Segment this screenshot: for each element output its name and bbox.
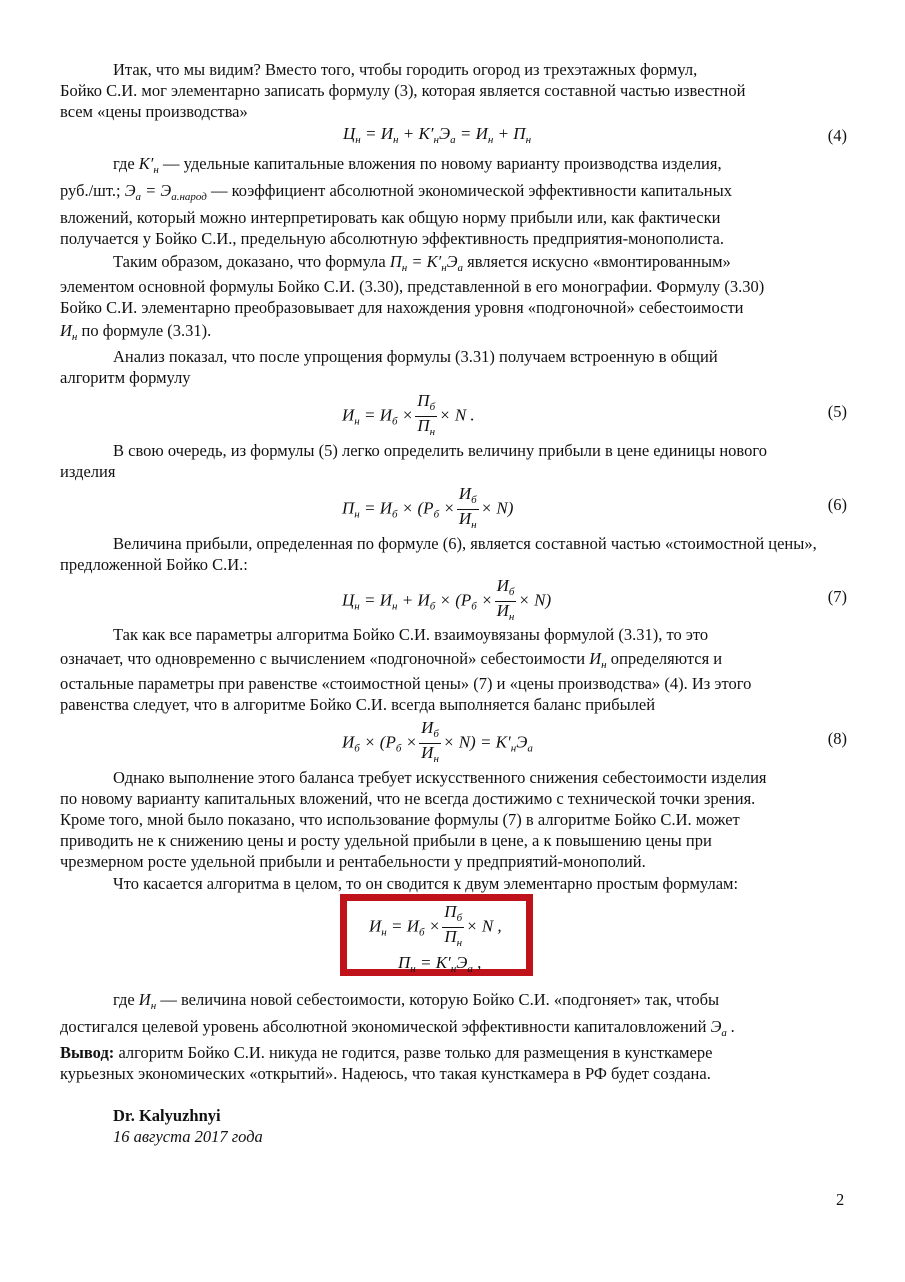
inline-formula: $Э_а = Э_{а.народ}$ — [124, 181, 207, 203]
conclusion-label: Вывод: — [60, 1043, 115, 1062]
text-line: всем «цены производства» — [60, 102, 248, 121]
formula-5: $И_н = И_б$ × $\frac{П_б}{П_н}$ × N . — [342, 391, 475, 438]
boxed-formula-2: $П_н = K'_нЭ_а$ , — [398, 953, 482, 975]
text-line: равенства следует, что в алгоритме Бойко С.И. всегда выполняется баланс прибылей — [60, 695, 656, 714]
text-fragment: где — [113, 990, 135, 1009]
text-fragment: — коэффициент абсолютной экономической эффективности капитальных — [210, 181, 732, 200]
text-line — [60, 1017, 735, 1043]
text-line: приводить не к снижению цены и росту удельной прибыли в цене, а к повышению цены при — [60, 831, 712, 850]
text-line — [60, 649, 722, 675]
text-fragment: где — [113, 154, 135, 173]
text-line: по новому варианту капитальных вложений, что не всегда достижимо с технической точки зрения. — [60, 789, 756, 808]
text-fragment: руб./шт.; — [60, 181, 121, 200]
text-line — [113, 252, 731, 278]
inline-formula: $Э_а$ . — [710, 1017, 736, 1039]
text-fragment: — удельные капитальные вложения по новому варианту производства изделия, — [163, 154, 722, 173]
formula-6: $П_н = И_б \times (P_б$ × $\frac{И_б}{И_н}$ × N) — [342, 484, 514, 531]
formula-7: $Ц_н = И_н + И_б \times (P_б$ × $\frac{И_б}{И_н}$ × N) — [342, 576, 552, 623]
text-fragment: достигался целевой уровень абсолютной экономической эффективности капиталовложений — [60, 1017, 707, 1036]
equation-number: (6) — [827, 495, 847, 514]
text-fragment: является искусно «вмонтированным» — [467, 252, 731, 271]
signature-date: 16 августа 2017 года — [113, 1127, 263, 1146]
text-line — [60, 321, 211, 347]
inline-formula: $И_н$ — [60, 321, 78, 343]
text-line — [113, 154, 722, 180]
text-line: Анализ показал, что после упрощения формулы (3.31) получаем встроенную в общий — [113, 347, 718, 366]
text-line: курьезных экономических «открытий». Надеюсь, что такая кунсткамера в РФ будет создана. — [60, 1064, 711, 1083]
text-line: предложенной Бойко С.И.: — [60, 555, 248, 574]
text-line: Итак, что мы видим? Вместо того, чтобы городить огород из трехэтажных формул, — [113, 60, 698, 79]
text-line: Однако выполнение этого баланса требует искусственного снижения себестоимости изделия — [113, 768, 767, 787]
text-line: Кроме того, мной было показано, что использование формулы (7) в алгоритме Бойко С.И. может — [60, 810, 740, 829]
text-fragment: по формуле (3.31). — [81, 321, 212, 340]
text-line: чрезмерном росте удельной прибыли и рентабельности у предприятий-монополий. — [60, 852, 646, 871]
text-line: получается у Бойко С.И., предельную абсолютную эффективность предприятия-монополиста. — [60, 229, 724, 248]
formula-8: $И_б \times (P_б$ × $\frac{И_б}{И_н}$ × $N) = K'_нЭ_а$ — [342, 718, 533, 765]
text-line: Бойко С.И. мог элементарно записать формулу (3), которая является составной частью известной — [60, 81, 746, 100]
text-fragment: определяются и — [610, 649, 723, 668]
inline-formula: $K'_н$ — [138, 154, 159, 176]
equation-number: (4) — [827, 126, 847, 145]
text-fragment: — величина новой себестоимости, которую Бойко С.И. «подгоняет» так, чтобы — [160, 990, 720, 1009]
text-line: алгоритм формулу — [60, 368, 191, 387]
text-line: Так как все параметры алгоритма Бойко С.И. взаимоувязаны формулой (3.31), то это — [113, 625, 709, 644]
equation-number: (5) — [827, 402, 847, 421]
text-line: вложений, который можно интерпретировать как общую норму прибыли или, как фактически — [60, 208, 721, 227]
text-line: Бойко С.И. элементарно преобразовывает для нахождения уровня «подгоночной» себестоимости — [60, 298, 744, 317]
inline-formula: $И_н$ — [138, 990, 157, 1012]
equation-number: (7) — [827, 587, 847, 606]
text-line: изделия — [60, 462, 116, 481]
text-line: остальные параметры при равенстве «стоимостной цены» (7) и «цены производства» (4). Из этого — [60, 674, 752, 693]
inline-formula: $И_н$ — [589, 649, 607, 671]
equation-number: (8) — [827, 729, 847, 748]
text-line: В свою очередь, из формулы (5) легко определить величину прибыли в цене единицы нового — [113, 441, 767, 460]
text-line — [60, 181, 732, 207]
text-fragment: означает, что одновременно с вычислением «подгоночной» себестоимости — [60, 649, 586, 668]
text-line — [60, 1043, 712, 1063]
text-line: Что касается алгоритма в целом, то он сводится к двум элементарно простым формулам: — [113, 874, 739, 893]
text-fragment: Таким образом, доказано, что формула — [113, 252, 386, 271]
text-line: элементом основной формулы Бойко С.И. (3.30), представленной в его монографии. Формулу (3.30) — [60, 277, 765, 296]
boxed-formula-1: $И_н = И_б$ × $\frac{П_б}{П_н}$ × N , — [369, 902, 502, 949]
inline-formula: $П_н = K'_нЭ_а$ — [389, 252, 464, 274]
formula-4: $Ц_н = И_н + K'_нЭ_а = И_н + П_н$ — [343, 124, 532, 146]
text-fragment: алгоритм Бойко С.И. никуда не годится, разве только для размещения в кунсткамере — [118, 1043, 713, 1062]
author-signature: Dr. Kalyuzhnyi — [113, 1106, 221, 1125]
text-line: Величина прибыли, определенная по формуле (6), является составной частью «стоимостной цены», — [113, 534, 817, 553]
text-line — [113, 990, 719, 1016]
page-number: 2 — [836, 1190, 845, 1209]
